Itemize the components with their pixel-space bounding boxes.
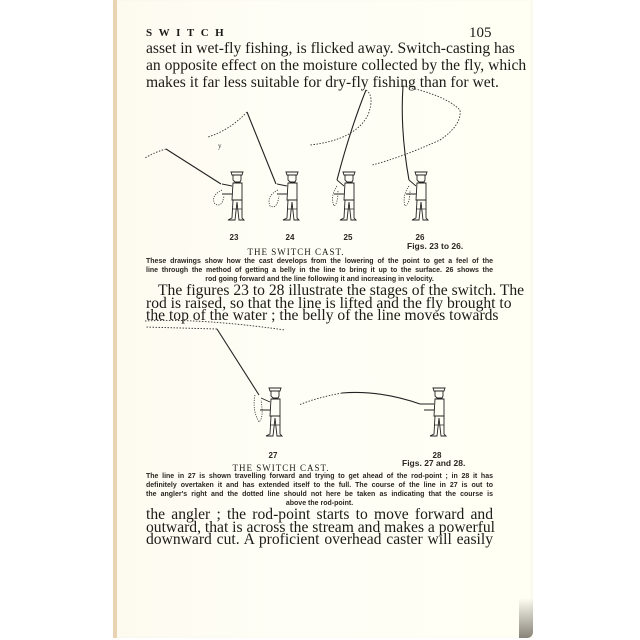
caption-line: line through the method of getting a belly in the line to bring it up to the surface. 26 shows the <box>146 267 493 274</box>
text-line: downward cut. A proficient overhead caster will easily <box>146 531 493 549</box>
figure-number: 24 <box>285 233 295 242</box>
text-line: outward, that is across the stream and makes a powerful <box>146 518 496 536</box>
caption-text <box>146 257 493 284</box>
figure-range-label: Figs. 23 to 26. <box>407 241 464 251</box>
text-line: The figures 23 to 28 illustrate the stages of the switch. The <box>158 282 525 299</box>
figure-25 <box>310 90 371 220</box>
text-line: the top of the water ; the belly of the line moves towards <box>146 307 499 325</box>
caption-title: THE SWITCH CAST. <box>232 463 330 473</box>
figure-number: 25 <box>343 233 353 242</box>
caption-line: These drawings show how the cast develops from the lowering of the point to get a feel of the <box>146 258 493 265</box>
svg-text:y: y <box>218 142 222 150</box>
paragraph-bottom <box>146 506 496 549</box>
figure-27 <box>145 320 285 436</box>
figure-number: 28 <box>432 451 442 460</box>
figure-number: 23 <box>229 233 239 242</box>
caption-text <box>146 472 493 508</box>
page-number: 105 <box>469 25 492 41</box>
figure-number: 27 <box>268 451 278 460</box>
paragraph-middle <box>146 282 525 325</box>
text-line: rod is raised, so that the line is lifted and the fly brought to <box>146 294 512 312</box>
caption-line: rod going forward and the line following it and increasing in velocity. <box>205 276 434 283</box>
figure-number: 26 <box>415 233 425 242</box>
caption-line: The line in 27 is shown travelling forward and trying to get ahead of the rod-point ; in 28 it has <box>146 473 493 480</box>
text-line: the angler ; the rod-point starts to move forward and <box>146 506 493 523</box>
figure-range-label: Figs. 27 and 28. <box>402 458 466 468</box>
caption-line: definitely overtaken it and has extended itself to the full. The course of the line in 27 is out to <box>146 482 493 489</box>
caption-title: THE SWITCH CAST. <box>247 247 345 257</box>
chapter-title: SWITCH <box>146 27 231 39</box>
text-line: an opposite effect on the moisture collected by the fly, which <box>146 57 527 74</box>
caption-line: above the rod-point. <box>285 500 354 507</box>
text-line: makes it far less suitable for dry-fly fishing than for wet. <box>146 74 499 91</box>
caption-line: the angler's right and the dotted line should not here be taken as indicating that the course is <box>146 491 493 498</box>
text-line: asset in wet-fly fishing, is flicked away. Switch-casting has <box>146 40 515 57</box>
figure-24 <box>208 112 299 220</box>
figure-23 <box>145 149 244 220</box>
figure-28 <box>299 388 446 436</box>
figure-26 <box>372 86 460 220</box>
